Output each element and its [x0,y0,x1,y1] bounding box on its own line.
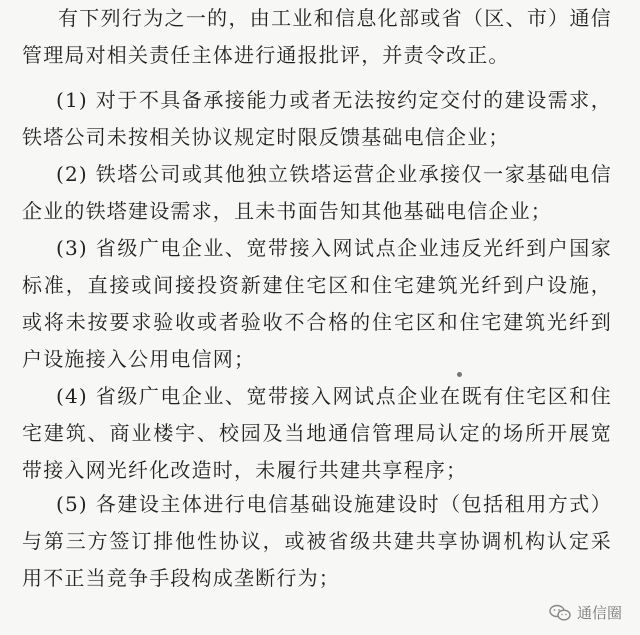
scan-speck [457,372,462,377]
wechat-icon [549,604,571,622]
list-item: (4) 省级广电企业、宽带接入网试点企业在既有住宅区和住宅建筑、商业楼宇、校园及当地通信管理局认定的场所开展宽带接入网光纤化改造时，未履行共建共享程序； [22,384,612,482]
list-item: (1) 对于不具备承接能力或者无法按约定交付的建设需求，铁塔公司未按相关协议规定时限反馈基础电信企业； [22,88,612,149]
watermark-text: 通信圈 [576,604,622,622]
list-item: (2) 铁塔公司或其他独立铁塔运营企业承接仅一家基础电信企业的铁塔建设需求，且未书面告知其他基础电信企业； [22,162,612,223]
intro-paragraph: 有下列行为之一的，由工业和信息化部或省（区、市）通信管理局对相关责任主体进行通报批评，并责令改正。 [22,6,612,67]
list-item: (3) 省级广电企业、宽带接入网试点企业违反光纤到户国家标准，直接或间接投资新建住宅区和住宅建筑光纤到户设施，或将未按要求验收或者验收不合格的住宅区和住宅建筑光纤到户设施接入公用电信网； [22,236,612,371]
watermark [549,602,622,623]
list-item: (5) 各建设主体进行电信基础设施建设时（包括租用方式）与第三方签订排他性协议，或被省级共建共享协调机构认定采用不正当竞争手段构成垄断行为； [22,492,612,590]
